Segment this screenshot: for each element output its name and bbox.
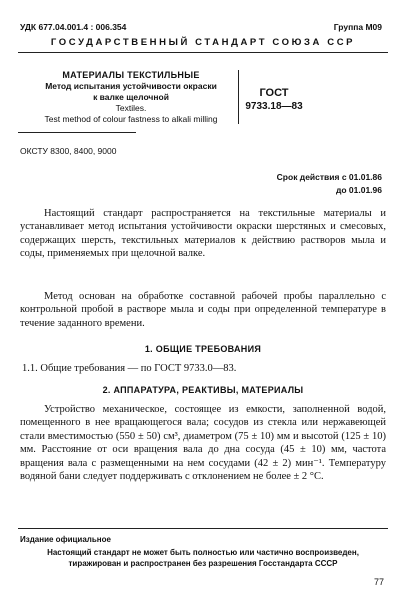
validity-period xyxy=(277,171,382,197)
okstu-divider xyxy=(18,132,136,133)
title-line-english-1: Textiles. xyxy=(115,103,147,113)
copyright-notice-line-1: Настоящий стандарт не может быть полностью или частично воспроизведен, xyxy=(47,548,359,557)
official-edition-label: Издание официальное xyxy=(20,535,111,544)
section-2-heading: 2. АППАРАТУРА, РЕАКТИВЫ, МАТЕРИАЛЫ xyxy=(102,385,304,395)
item-1-1: 1.1. Общие требования — по ГОСТ 9733.0—83. xyxy=(22,363,237,374)
copyright-notice-line-2: тиражирован и распространен без разрешения Госстандарта СССР xyxy=(68,559,338,568)
gost-number: 9733.18—83 xyxy=(245,101,303,112)
method-paragraph-text: Метод основан на обработке составной рабочей пробы параллельно с контрольной пробой в растворе мыла и соды при определенной температуре в течение заданного времени. xyxy=(20,291,386,329)
title-line-2: Метод испытания устойчивости окраски xyxy=(45,81,217,91)
title-line-3: к валке щелочной xyxy=(93,92,169,102)
page-number: 77 xyxy=(373,577,384,587)
method-paragraph xyxy=(20,290,386,330)
group-code: Группа М09 xyxy=(333,22,382,32)
gost-designation xyxy=(244,86,304,114)
validity-start: Срок действия с 01.01.86 xyxy=(276,172,382,182)
intro-paragraph-text: Настоящий стандарт распространяется на текстильные материалы и устанавливает метод испытания устойчивости окраски шерстяных и смесовых, содержащих шерсть, текстильных материалов к действию растворов мыла и соды, применяемых при щелочной валке. xyxy=(20,208,386,260)
section-1-heading: 1. ОБЩИЕ ТРЕБОВАНИЯ xyxy=(144,344,262,354)
title-line-english-2: Test method of colour fastness to alkali milling xyxy=(44,114,218,124)
copyright-notice xyxy=(20,547,386,569)
footer-divider xyxy=(18,528,388,529)
document-title-block xyxy=(28,70,234,125)
top-divider xyxy=(18,52,388,53)
intro-paragraph xyxy=(20,207,386,261)
validity-end: до 01.01.96 xyxy=(335,185,382,195)
standard-title: ГОСУДАРСТВЕННЫЙ СТАНДАРТ СОЮЗА ССР xyxy=(50,37,356,48)
gost-label: ГОСТ xyxy=(259,87,289,99)
okstu-codes: ОКСТУ 8300, 8400, 9000 xyxy=(20,146,117,156)
title-line-1: МАТЕРИАЛЫ ТЕКСТИЛЬНЫЕ xyxy=(62,70,200,80)
title-vertical-divider xyxy=(238,70,239,124)
apparatus-paragraph xyxy=(20,403,386,483)
udk-code: УДК 677.04.001.4 : 006.354 xyxy=(20,22,127,32)
apparatus-paragraph-text: Устройство механическое, состоящее из емкости, заполненной водой, помещенного в нее вращающегося вала; сосудов из стекла или нержавеющей стали вместимостью (550 ± 50) см³, диаметром (75 ± 10) мм и высотой (125 ± 10) мм. Расстояние от оси вращения вала до дна сосуда (45 ± 10) мм, частота вращения вала с размещенными на нем сосудами (42 ± 2) мин⁻¹. Температуру водяной бани следует поддерживать с отклонением не более ± 2 °С. xyxy=(20,404,386,483)
